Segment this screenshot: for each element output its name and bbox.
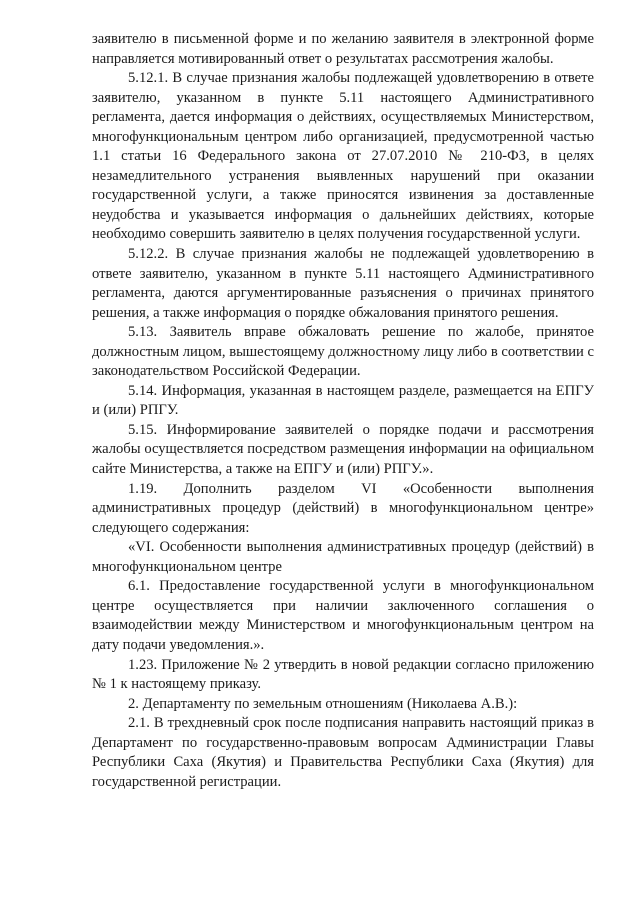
paragraph-5-12-2: 5.12.2. В случае признания жалобы не подлежащей удовлетворению в ответе заявителю, указанном в пункте 5.11 настоящего Административного регламента, даются аргументированные разъяснения о причинах принятого решения, а также информация о порядке обжалования принятого решения. (92, 246, 594, 321)
paragraph-5-12-1: 5.12.1. В случае признания жалобы подлежащей удовлетворению в ответе заявителю, указанном в пункте 5.11 настоящего Административного регламента, дается информация о действиях, осуществляемых Министерством, многофункциональным центром либо организацией, предусмотренной частью 1.1 статьи 16 Федерального закона от 27.07.2010 № 210-ФЗ, в целях незамедлительного устранения выявленных нарушений при оказании государственной услуги, а также приносятся извинения за доставленные неудобства и указывается информация о дальнейших действиях, которые необходимо совершить заявителю в целях получения государственной услуги. (92, 70, 594, 243)
paragraph-5-14: 5.14. Информация, указанная в настоящем разделе, размещается на ЕПГУ и (или) РПГУ. (92, 382, 594, 419)
document-page (92, 30, 594, 792)
paragraph-section-vi-heading: «VI. Особенности выполнения административных процедур (действий) в многофункциональном центре (92, 539, 594, 575)
paragraph-2-1: 2.1. В трехдневный срок после подписания направить настоящий приказ в Департамент по государственно-правовым вопросам Администрации Главы Республики Саха (Якутия) и Правительства Республики Саха (Якутия) для государственной регистрации. (92, 715, 594, 790)
paragraph-continuation: заявителю в письменной форме и по желанию заявителя в электронной форме направляется мотивированный ответ о результатах рассмотрения жалобы. (92, 31, 594, 67)
paragraph-1-23: 1.23. Приложение № 2 утвердить в новой редакции согласно приложению № 1 к настоящему приказу. (92, 656, 594, 693)
paragraph-5-13: 5.13. Заявитель вправе обжаловать решение по жалобе, принятое должностным лицом, вышестоящему должностному лицу либо в соответствии с законодательством Российской Федерации. (92, 324, 594, 380)
paragraph-2: 2. Департаменту по земельным отношениям (Николаева А.В.): (128, 695, 518, 712)
paragraph-1-19: 1.19. Дополнить разделом VI «Особенности выполнения административных процедур (действий) в многофункциональном центре» следующего содержания: (92, 480, 594, 536)
paragraph-5-15: 5.15. Информирование заявителей о порядке подачи и рассмотрения жалобы осуществляется посредством размещения информации на официальном сайте Министерства, а также на ЕПГУ и (или) РПГУ.». (92, 421, 594, 478)
paragraph-6-1: 6.1. Предоставление государственной услуги в многофункциональном центре осуществляется при наличии заключенного соглашения о взаимодействии между Министерством и многофункциональным центром на дату подачи уведомления.». (92, 578, 594, 653)
